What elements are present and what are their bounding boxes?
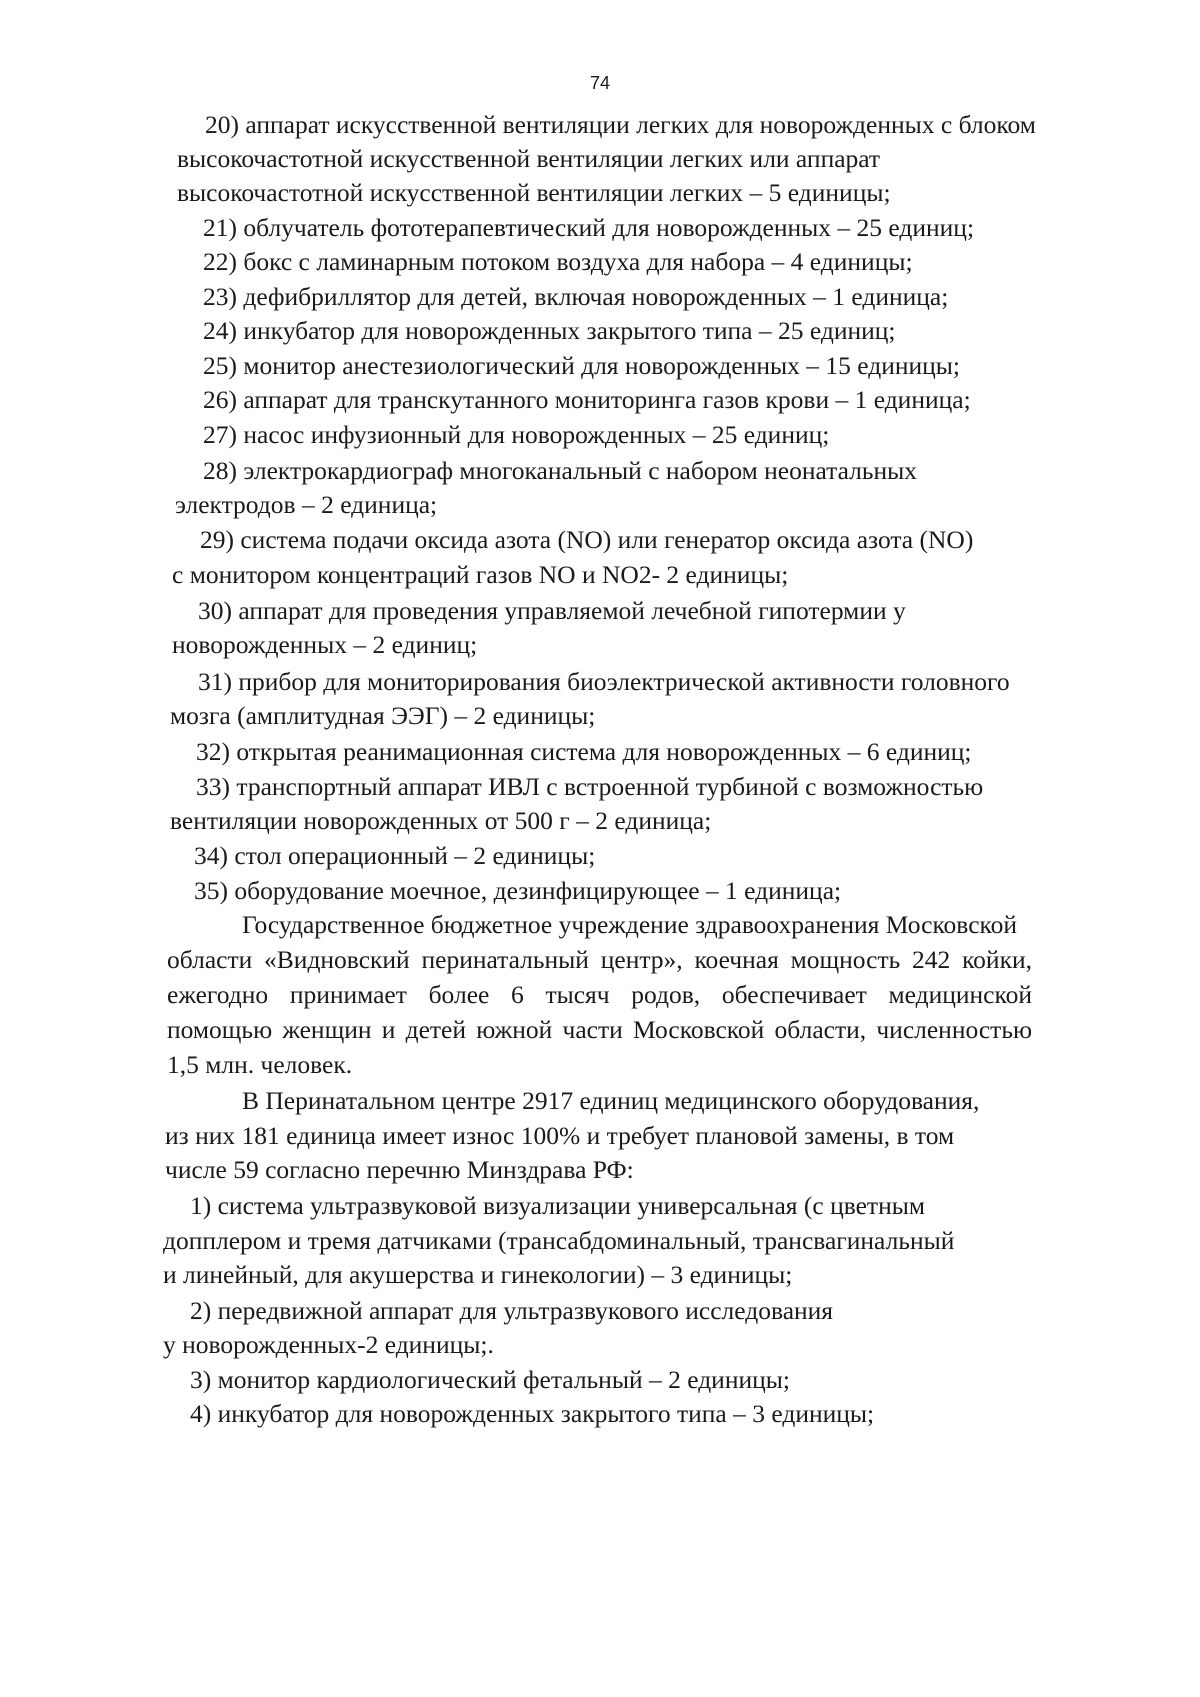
text-line: 27) насос инфузионный для новорожденных – 25 единиц;	[203, 420, 830, 449]
text-line: 30) аппарат для проведения управляемой лечебной гипотермии у	[198, 596, 906, 625]
text-line: 34) стол операционный – 2 единицы;	[194, 841, 596, 870]
text-line: 32) открытая реанимационная система для новорожденных – 6 единиц;	[196, 737, 972, 766]
text-line: мозга (амплитудная ЭЭГ) – 2 единицы;	[170, 701, 596, 730]
text-line: у новорожденных-2 единицы;.	[163, 1330, 494, 1359]
text-line: 22) бокс с ламинарным потоком воздуха для набора – 4 единицы;	[203, 247, 913, 276]
text-line: с монитором концентраций газов NO и NO2- 2 единицы;	[172, 560, 789, 589]
text-line: 1) система ультразвуковой визуализации универсальная (с цветным	[190, 1191, 925, 1220]
text-line: ежегодно принимает более 6 тысяч родов, обеспечивает медицинской	[167, 980, 1032, 1009]
text-line: 1,5 млн. человек.	[167, 1050, 353, 1079]
text-line: 25) монитор анестезиологический для новорожденных – 15 единицы;	[203, 351, 961, 380]
text-line: области «Видновский перинатальный центр», коечная мощность 242 койки,	[167, 945, 1032, 974]
text-line: и линейный, для акушерства и гинекологии) – 3 единицы;	[163, 1260, 793, 1289]
text-line: 31) прибор для мониторирования биоэлектрической активности головного	[198, 667, 1010, 696]
text-line: из них 181 единица имеет износ 100% и требует плановой замены, в том	[165, 1121, 955, 1150]
text-line: 35) оборудование моечное, дезинфицирующее – 1 единица;	[194, 876, 842, 905]
text-line: 23) дефибриллятор для детей, включая новорожденных – 1 единица;	[203, 282, 949, 311]
text-line: 4) инкубатор для новорожденных закрытого типа – 3 единицы;	[190, 1399, 875, 1428]
text-line: высокочастотной искусственной вентиляции легких или аппарат	[177, 144, 881, 173]
text-line: новорожденных – 2 единиц;	[172, 630, 478, 659]
text-line: 28) электрокардиограф многоканальный с набором неонатальных	[203, 456, 918, 485]
page-number: 74	[589, 73, 611, 93]
text-line: В Перинатальном центре 2917 единиц медицинского оборудования,	[242, 1086, 980, 1115]
text-line: 3) монитор кардиологический фетальный – 2 единицы;	[190, 1365, 790, 1394]
text-line: помощью женщин и детей южной части Московской области, численностью	[167, 1015, 1032, 1044]
text-line: вентиляции новорожденных от 500 г – 2 единица;	[170, 806, 712, 835]
text-line: 33) транспортный аппарат ИВЛ с встроенной турбиной с возможностью	[196, 772, 984, 801]
text-line: электродов – 2 единица;	[175, 490, 438, 519]
text-line: Государственное бюджетное учреждение здравоохранения Московской	[242, 910, 1018, 939]
text-line: 21) облучатель фототерапевтический для новорожденных – 25 единиц;	[203, 213, 975, 242]
text-line: 26) аппарат для транскутанного мониторинга газов крови – 1 единица;	[203, 385, 971, 414]
text-line: 2) передвижной аппарат для ультразвукового исследования	[190, 1296, 834, 1325]
text-line: 24) инкубатор для новорожденных закрытого типа – 25 единиц;	[203, 316, 896, 345]
text-line: 20) аппарат искусственной вентиляции легких для новорожденных с блоком	[205, 110, 1036, 139]
text-line: высокочастотной искусственной вентиляции легких – 5 единицы;	[177, 178, 891, 207]
text-line: 29) система подачи оксида азота (NO) или генератор оксида азота (NO)	[200, 525, 974, 554]
text-line: числе 59 согласно перечню Минздрава РФ:	[165, 1155, 634, 1184]
text-line: допплером и тремя датчиками (трансабдоминальный, трансвагинальный	[163, 1226, 955, 1255]
